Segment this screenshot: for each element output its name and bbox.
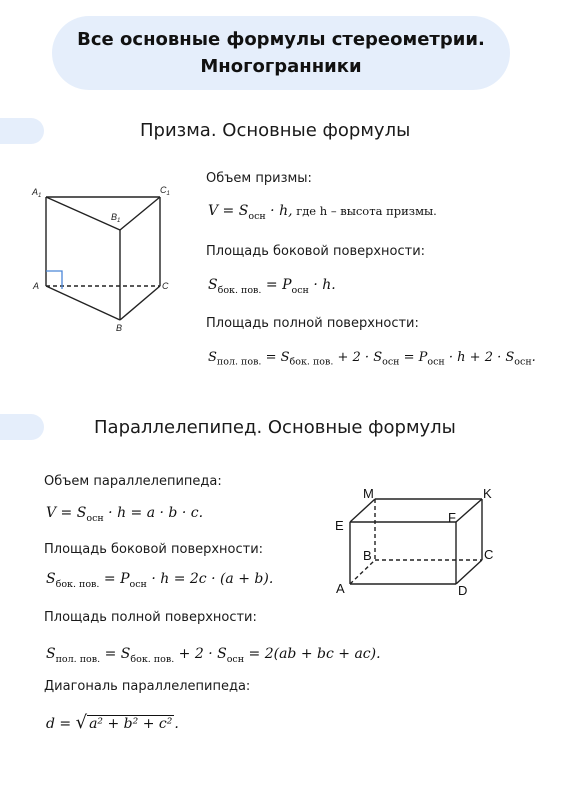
par-total-formula: $S_{пол. пов.} = S_{бок. пов.} + 2 \cdot S_{осн} = 2(ab$ + bc + ac). <box>46 646 381 665</box>
label-m: M <box>363 486 374 501</box>
edge-fk <box>456 499 482 522</box>
section-tab-prism <box>0 118 44 144</box>
prism-total-label: Площадь полной поверхности: <box>206 316 419 331</box>
label-a1: $A_1$ <box>32 187 42 199</box>
par-lateral-formula: $S_{бок. пов.} = P_{осн} \cdot h = 2c \cdot (a + b)$. <box>46 571 274 590</box>
edge-ab <box>46 286 120 320</box>
prism-volume-label: Объем призмы: <box>206 171 312 186</box>
edge-a1b1 <box>46 197 120 230</box>
edge-dc <box>456 560 482 584</box>
prism-lateral-label: Площадь боковой поверхности: <box>206 244 426 259</box>
label-b1: $B_1$ <box>111 212 121 224</box>
label-d: D <box>458 583 468 598</box>
prism-figure <box>28 182 188 334</box>
label-f: F <box>448 510 456 525</box>
page-title-line2: Многогранники <box>200 56 362 77</box>
label-a: A <box>336 581 345 596</box>
par-lateral-label: Площадь боковой поверхности: <box>44 542 264 557</box>
sqrt-sign: √ <box>75 712 88 733</box>
label-c: C <box>162 281 169 291</box>
label-b: B <box>363 548 372 563</box>
prism-section-title: Призма. Основные формулы <box>140 120 411 141</box>
edge-ab-hidden <box>350 560 375 584</box>
prism-lateral-formula: $S_{бок. пов.} = P_{осн} \cdot h$. <box>208 277 336 296</box>
par-total-label: Площадь полной поверхности: <box>44 610 257 625</box>
label-c1: $C_1$ <box>160 185 170 197</box>
label-b: B <box>116 323 123 333</box>
label-e: E <box>335 518 344 533</box>
parallelepiped-figure <box>330 482 502 602</box>
label-a: A <box>33 281 40 291</box>
prism-volume-formula: $V = S_{осн} \cdot h$, где h – высота призмы. <box>208 203 437 222</box>
page-title-banner <box>52 16 510 90</box>
par-diagonal-label: Диагональ параллелепипеда: <box>44 679 251 694</box>
label-c: C <box>484 547 494 562</box>
parallelepiped-section-title: Параллелепипед. Основные формулы <box>94 417 456 438</box>
par-volume-label: Объем параллелепипеда: <box>44 474 222 489</box>
edge-b1c1 <box>120 197 160 230</box>
par-diagonal-formula: d = √ a² + b² + c² . <box>46 712 179 733</box>
edge-em <box>350 499 375 522</box>
edge-bc <box>120 286 160 320</box>
label-k: K <box>483 486 492 501</box>
section-tab-parallelepiped <box>0 414 44 440</box>
sqrt-radicand: a² + b² + c² <box>89 716 173 732</box>
page-title-line1: Все основные формулы стереометрии. <box>77 29 485 50</box>
prism-total-formula: $S_{пол. пов.} = S_{бок. пов.} + 2 \cdot S_{осн} = P_{осн} \cdot h + 2 \cdot S_{осн}$. <box>208 350 536 368</box>
par-volume-formula: $V = S_{осн} \cdot h = a \cdot b \cdot c$. <box>46 505 204 524</box>
